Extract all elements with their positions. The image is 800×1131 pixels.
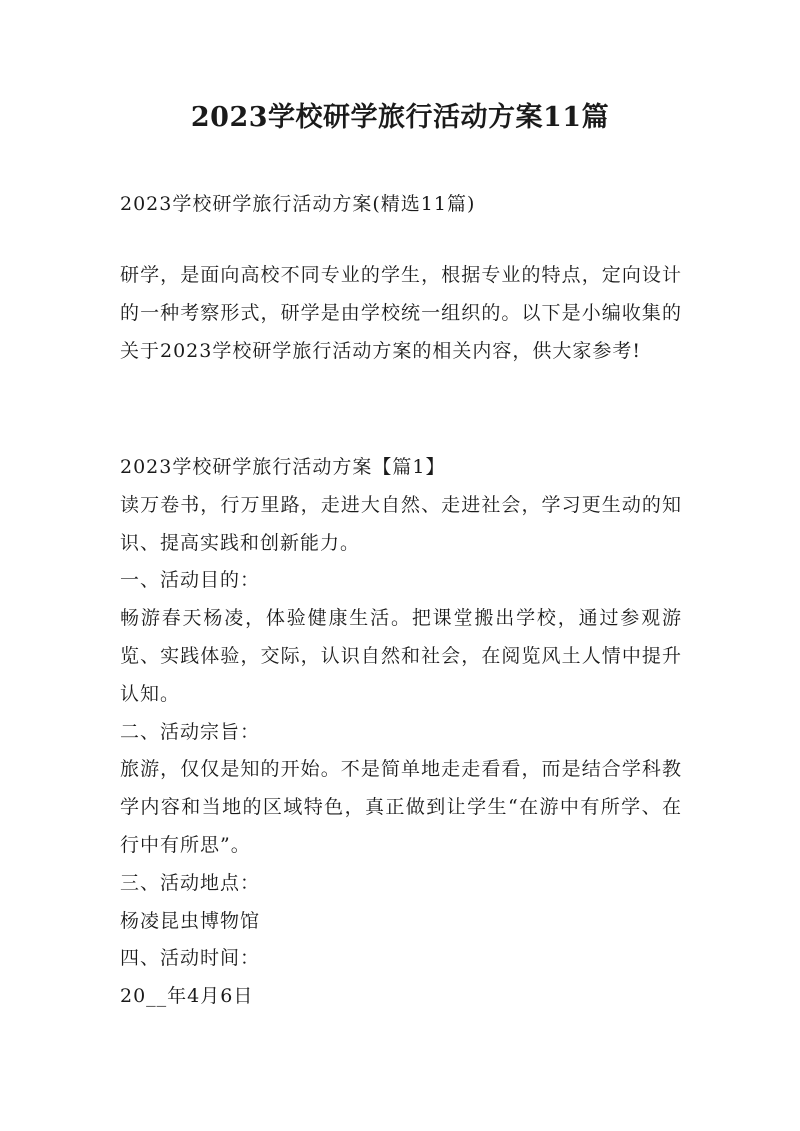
section-1 — [120, 449, 682, 1016]
goal-paragraph: 畅游春天杨凌，体验健康生活。把课堂搬出学校，通过参观游览、实践体验，交际，认识自然和社会，在阅览风土人情中提升认知。 — [120, 607, 682, 705]
document-subtitle: 2023学校研学旅行活动方案(精选11篇) — [120, 193, 476, 215]
purpose-paragraph: 旅游，仅仅是知的开始。不是简单地走走看看，而是结合学科教学内容和当地的区域特色，真正做到让学生“在游中有所学、在行中有所思”。 — [120, 758, 682, 856]
purpose-heading: 二、活动宗旨： — [120, 720, 261, 743]
location-text: 杨凌昆虫博物馆 — [120, 909, 261, 932]
section-lead-paragraph: 读万卷书，行万里路，走进大自然、走进社会，学习更生动的知识、提高实践和创新能力。 — [120, 493, 682, 554]
time-heading: 四、活动时间： — [120, 947, 261, 970]
location-heading: 三、活动地点： — [120, 871, 261, 894]
document-title: 2023学校研学旅行活动方案11篇 — [190, 102, 610, 133]
goal-heading: 一、活动目的： — [120, 569, 261, 592]
time-text: 20__年4月6日 — [120, 985, 254, 1008]
intro-paragraph: 研学，是面向高校不同专业的学生，根据专业的特点，定向设计的一种考察形式，研学是由学校统一组织的。以下是小编收集的关于2023学校研学旅行活动方案的相关内容，供大家参考! — [120, 264, 682, 362]
section-heading: 2023学校研学旅行活动方案【篇1】 — [120, 456, 446, 478]
